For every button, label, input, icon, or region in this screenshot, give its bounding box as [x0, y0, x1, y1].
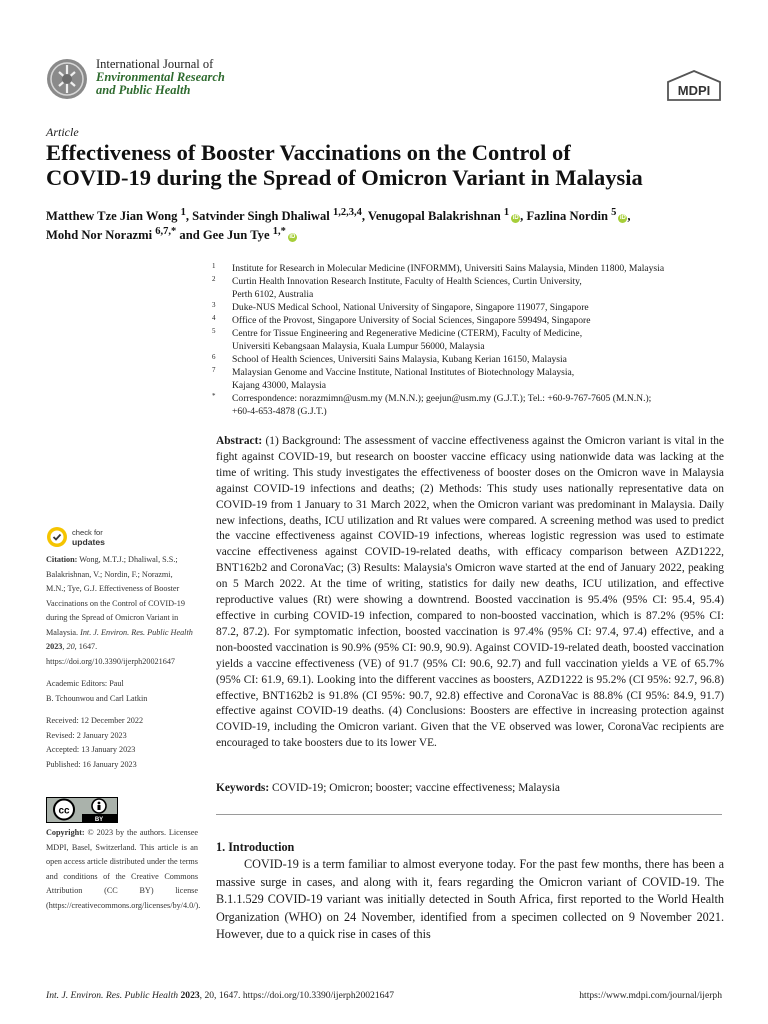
affiliation-text: Curtin Health Innovation Research Institute, Faculty of Health Sciences, Curtin University, [232, 276, 582, 287]
affiliation-item [212, 301, 732, 314]
affiliation-number: 5 [212, 327, 216, 335]
affiliations [212, 262, 732, 418]
accepted-date: Accepted: 13 January 2023 [46, 745, 136, 754]
affiliation-text: Centre for Tissue Engineering and Regenerative Medicine (CTERM), Faculty of Medicine, [232, 328, 583, 339]
author-tye[interactable]: and Gee Jun Tye [176, 228, 270, 243]
svg-text:cc: cc [58, 805, 70, 817]
orcid-icon[interactable]: iD [289, 234, 296, 241]
abstract-label: Abstract: [216, 435, 263, 447]
abstract [216, 434, 724, 752]
check-for-updates-button[interactable] [46, 526, 156, 550]
divider [216, 814, 722, 815]
academic-editors-line1: Academic Editors: Paul [46, 679, 124, 688]
orcid-icon[interactable]: iD [512, 215, 519, 222]
citation-year: 2023 [46, 642, 63, 651]
check-updates-icon [46, 526, 68, 548]
title-line-1: Effectiveness of Booster Vaccinations on the Control of [46, 140, 571, 165]
citation: Citation: Wong, M.T.J.; Dhaliwal, S.S.; Balakrishnan, V.; Nordin, F.; Norazmi, M.N.; Tye, G.J. Effectiveness of Booster Vaccinations on the Control of COVID-19 during the Spread of Omicron Variant in Malaysia. Int. J. Environ. Res. Public Health 2023, 20, 1647. https://doi.org/10.3390/ijerph20021647 [46, 555, 193, 666]
footer-doi[interactable]: , 20, 1647. https://doi.org/10.3390/ijerph20021647 [199, 990, 395, 1001]
title-line-2: COVID-19 during the Spread of Omicron Variant in Malaysia [46, 165, 643, 190]
mdpi-logo [666, 70, 722, 104]
affiliation-text: Malaysian Genome and Vaccine Institute, National Institutes of Biotechnology Malaysia, [232, 367, 575, 378]
author-wong[interactable]: Matthew Tze Jian Wong [46, 209, 178, 224]
author-dhaliwal[interactable]: , Satvinder Singh Dhaliwal [185, 209, 330, 224]
check-updates-line1: check for [72, 528, 103, 537]
affiliation-text: Perth 6102, Australia [232, 289, 314, 300]
author-norazmi[interactable]: Mohd Nor Norazmi [46, 228, 153, 243]
affiliation-number: 2 [212, 275, 216, 283]
affiliation-item [212, 340, 732, 353]
author-list [46, 205, 736, 243]
affiliation-number: 6 [212, 353, 216, 361]
footer-citation [46, 990, 394, 1001]
received-date: Received: 12 December 2022 [46, 716, 144, 725]
affiliation-text: +60-4-653-4878 (G.J.T.) [232, 406, 327, 417]
affiliation-item [212, 275, 732, 288]
citation-doi-link[interactable]: , 1647. https://doi.org/10.3390/ijerph20021647 [46, 642, 176, 666]
affiliation-number: 4 [212, 314, 216, 322]
affiliation-item [212, 314, 732, 327]
journal-logo-icon [46, 58, 88, 100]
affiliation-item [212, 353, 732, 366]
copyright-text: © 2023 by the authors. Licensee MDPI, Basel, Switzerland. This article is an open access article distributed under the terms and conditions of the Creative Commons Attribution (CC BY) license (https://creativecommons.org/licenses/by/4.0/). [46, 828, 201, 910]
affiliation-item [212, 405, 732, 418]
section-heading-introduction: 1. Introduction [216, 840, 295, 854]
author-affil-sup: 1,* [272, 226, 286, 238]
footer-journal-url[interactable]: https://www.mdpi.com/journal/ijerph [579, 990, 722, 1001]
orcid-icon[interactable]: iD [619, 215, 626, 222]
affiliation-number: 7 [212, 366, 216, 374]
keywords-label: Keywords: [216, 782, 270, 794]
affiliation-text: Office of the Provost, Singapore University of Social Sciences, Singapore 599494, Singapore [232, 315, 591, 326]
citation-label: Citation: [46, 555, 78, 564]
check-updates-line2: updates [72, 536, 105, 547]
author-affil-sup: 1 [180, 207, 186, 218]
keywords-text: COVID-19; Omicron; booster; vaccine effectiveness; Malaysia [269, 782, 560, 794]
mdpi-logo-text: MDPI [677, 83, 711, 98]
affiliation-number: 1 [212, 262, 216, 270]
affiliation-item [212, 366, 732, 379]
affiliation-text: Institute for Research in Molecular Medicine (INFORMM), Universiti Sains Malaysia, Minden 11800, Malaysia [232, 263, 665, 274]
affiliation-text: Correspondence: norazmimn@usm.my (M.N.N.); geejun@usm.my (G.J.T.); Tel.: +60-9-767-7605 (M.N.N.); [232, 393, 652, 404]
author-affil-sup: 1 [503, 207, 510, 218]
article-type: Article [46, 125, 79, 139]
citation-text: Wong, M.T.J.; Dhaliwal, S.S.; Balakrishnan, V.; Nordin, F.; Norazmi, M.N.; Tye, G.J. Effectiveness of Booster Vaccinations on the Control of COVID-19 during the Spread of Omicron Variant in Malaysia. [46, 555, 185, 637]
article-title [46, 140, 736, 190]
citation-journal: Int. J. Environ. Res. Public Health [80, 627, 193, 637]
footer-year: 2023 [180, 990, 200, 1001]
affiliation-text: Universiti Kebangsaan Malaysia, Kuala Lumpur 56000, Malaysia [232, 341, 485, 352]
affiliation-item [212, 379, 732, 392]
footer-journal: Int. J. Environ. Res. Public Health [46, 990, 179, 1001]
citation-volume: 20 [66, 642, 75, 651]
author-balakrishnan[interactable]: , Venugopal Balakrishnan [361, 209, 501, 224]
cc-by-label: BY [94, 817, 104, 823]
author-affil-sup: 1,2,3,4 [332, 207, 362, 218]
affiliation-number: 3 [212, 301, 216, 309]
journal-name-line1: International Journal of [96, 57, 214, 71]
journal-name [96, 58, 225, 97]
introduction-text [216, 856, 724, 944]
author-nordin[interactable]: , Fazlina Nordin [520, 209, 608, 224]
revised-date: Revised: 2 January 2023 [46, 730, 127, 740]
academic-editors-line2: B. Tchounwou and Carl Latkin [46, 693, 148, 703]
keywords [216, 781, 724, 796]
affiliation-item [212, 288, 732, 301]
affiliation-item [212, 262, 732, 275]
author-line-1: Matthew Tze Jian Wong $^1$, Satvinder Singh Dhaliwal $^{1,2,3,4}$, Venugopal Balakrishnan $^1$iD , Fazlina Nordin $^5$iD , [46, 207, 631, 224]
author-affil-sup: 6,7,* [155, 226, 177, 238]
author-affil-sup: 5 [611, 207, 617, 218]
author-line-2 [46, 224, 736, 243]
affiliation-text: School of Health Sciences, Universiti Sains Malaysia, Kubang Kerian 16150, Malaysia [232, 354, 567, 365]
journal-name-line3: and Public Health [96, 83, 191, 97]
affiliation-text: Kajang 43000, Malaysia [232, 380, 327, 391]
journal-name-line2: Environmental Research [96, 70, 225, 84]
copyright-notice [46, 826, 201, 913]
affiliation-number: * [212, 392, 216, 400]
introduction-paragraph: COVID-19 is a term familiar to almost everyone today. For the past few months, there has been a massive surge in cases, and along with it, fears regarding the Omicron variant of COVID-19. The B.1.1.529 COVID-19 variant was initially detected in South Africa, first reported to the World Health Organization (WHO) on 24 November, identified from a specimen collected on 9 November 2021. However, due to a quick rise in cases of this [216, 857, 724, 941]
article-info-sidebar [46, 553, 194, 772]
abstract-text: (1) Background: The assessment of vaccine effectiveness against the Omicron variant is vital in the fight against COVID-19, but research on booster vaccine efficacy using nationwide data was lacking at the time of writing. This study investigates the effectiveness of booster doses on the Omicron wave in Malaysia against COVID-19 infections and deaths; (2) Methods: This study uses nationally representative data on COVID-19 from 1 January to 31 March 2022, when the Omicron variant was predominant in Malaysia. Daily new infections, deaths, ICU utilization and Rt values were compared. A screening method was used to predict the vaccine effectiveness against COVID-19 infections, whereas logistic regression was used to estimate vaccine effectiveness against COVID-19-related deaths, with efficacy comparison between AZD1222, BNT162b2 and CoronaVac; (3) Results: Malaysia's Omicron wave started at the end of January 2022, peaking on 5 March 2022. At the time of writing, statistics for daily new deaths, ICU utilization, and effective reproductive values (Rt) were showing a downtrend. Boosted vaccination is 95.4% (95% CI: 95.4, 95.4) effective in curbing COVID-19 infection, compared to non-boosted vaccination, which is 87.2% (95% CI: 87.2, 87.2). For symptomatic infection, boosted vaccination is 97.4% (95% CI: 97.4, 97.4) effective, and a non-boosted vaccination is 90.9% (95% CI: 90.9, 90.9). Against COVID-19-related death, boosted vaccination yields a vaccine effectiveness (VE) of 91.7 (95% CI: 90.6, 92.7) and full vaccination yields a VE of 65.7% (95% CI: 61.9, 69.1). Looking into the different vaccines as boosters, AZD1222 is 95.2% (CI 95%: 92.7, 96.8) effective, BNT162b2 is 91.8% (CI 95%: 90.7, 92.8) effective and CoronaVac is 88.8% (CI 95%: 84.9, 91.7) effective against COVID-19 deaths. (4) Conclusions: Boosters are effective in increasing protection against COVID-19, including the Omicron variant. Given that the VE observed was lower, CoronaVac recipients are encouraged to take boosters due to its lower VE. [216, 435, 724, 750]
affiliation-text: Duke-NUS Medical School, National University of Singapore, Singapore 119077, Singapore [232, 302, 589, 313]
published-date: Published: 16 January 2023 [46, 759, 137, 769]
copyright-label: Copyright: [46, 828, 85, 837]
cc-by-license-badge[interactable] [46, 797, 118, 823]
affiliation-item [212, 392, 732, 405]
affiliation-item [212, 327, 732, 340]
